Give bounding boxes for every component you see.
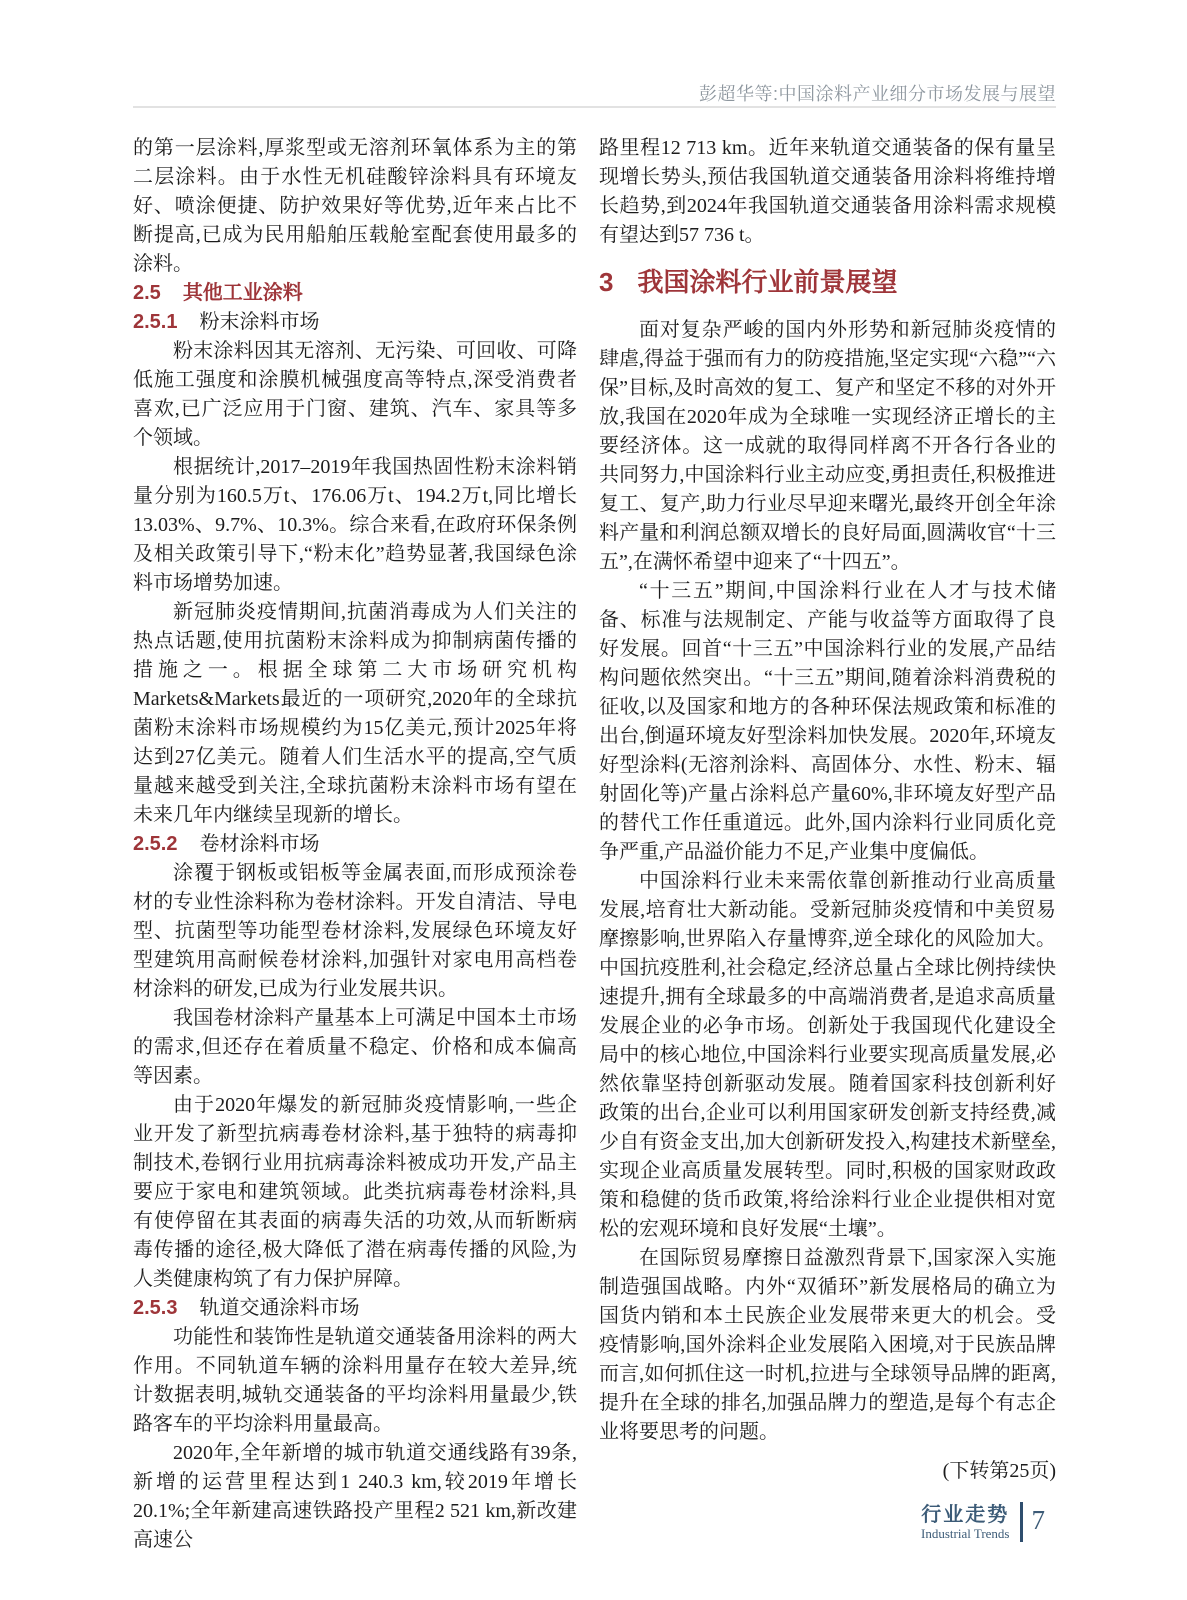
- subsection-title: 轨道交通涂料市场: [199, 1297, 360, 1319]
- subsection-title: 卷材涂料市场: [199, 833, 320, 855]
- subsection-title: 粉末涂料市场: [199, 311, 320, 333]
- header-divider: [133, 106, 1056, 108]
- paragraph-continuation: 的第一层涂料,厚浆型或无溶剂环氧体系为主的第二层涂料。由于水性无机硅酸锌涂料具有环境友好、喷涂便捷、防护效果好等优势,近年来占比不断提高,已成为民用船舶压载舱室配套使用最多的涂料。: [133, 137, 577, 275]
- subsection-heading-2-5-3: [133, 1294, 577, 1323]
- subsection-heading-2-5-2: [133, 830, 577, 859]
- paragraph: “十三五”期间,中国涂料行业在人才与技术储备、标准与法规制定、产能与收益等方面取得了良好发展。回首“十三五”中国涂料行业的发展,产品结构问题依然突出。“十三五”期间,随着涂料消费税的征收,以及国家和地方的各种环保法规政策和标准的出台,倒逼环境友好型涂料加快发展。2020年,环境友好型涂料(无溶剂涂料、高固体分、水性、粉末、辐射固化等)产量占涂料总产量60%,非环境友好型产品的替代工作任重道远。此外,国内涂料行业同质化竞争严重,产品溢价能力不足,产业集中度偏低。: [599, 580, 1056, 863]
- paragraph: 中国涂料行业未来需依靠创新推动行业高质量发展,培育壮大新动能。受新冠肺炎疫情和中美贸易摩擦影响,世界陷入存量博弈,逆全球化的风险加大。中国抗疫胜利,社会稳定,经济总量占全球比例持续快速提升,拥有全球最多的中高端消费者,是追求高质量发展企业的必争市场。创新处于我国现代化建设全局中的核心地位,中国涂料行业要实现高质量发展,必然依靠坚持创新驱动发展。随着国家科技创新利好政策的出台,企业可以利用国家研发创新支持经费,减少自有资金支出,加大创新研发投入,构建技术新壁垒,实现企业高质量发展转型。同时,积极的国家财政政策和稳健的货币政策,将给涂料行业企业提供相对宽松的宏观环境和良好发展“土壤”。: [599, 870, 1056, 1240]
- footer-section-en: Industrial Trends: [921, 1525, 1010, 1541]
- footer-section-cn: 行业走势: [921, 1503, 1010, 1526]
- footer-section-label: [921, 1504, 1009, 1541]
- subsection-number: 2.5.3: [133, 1297, 178, 1319]
- subsection-number: 2.5.2: [133, 833, 178, 855]
- section-number: 3: [599, 267, 614, 297]
- page-footer: [921, 1502, 1045, 1542]
- section-title: 我国涂料行业前景展望: [637, 267, 898, 297]
- left-column: [133, 134, 577, 1555]
- footer-divider: [1020, 1502, 1023, 1542]
- paragraph: 粉末涂料因其无溶剂、无污染、可回收、可降低施工强度和涂膜机械强度高等特点,深受消费者喜欢,已广泛应用于门窗、建筑、汽车、家具等多个领域。: [133, 340, 577, 449]
- content-columns: [133, 134, 1056, 1555]
- subsection-heading-2-5-1: [133, 308, 577, 337]
- paragraph: 根据统计,2017–2019年我国热固性粉末涂料销量分别为160.5万t、176.06万t、194.2万t,同比增长13.03%、9.7%、10.3%。综合来看,在政府环保条例及相关政策引导下,“粉末化”趋势显著,我国绿色涂料市场增势加速。: [133, 456, 577, 594]
- paragraph: 由于2020年爆发的新冠肺炎疫情影响,一些企业开发了新型抗病毒卷材涂料,基于独特的病毒抑制技术,卷钢行业用抗病毒涂料被成功开发,产品主要应于家电和建筑领域。此类抗病毒卷材涂料,具有使停留在其表面的病毒失活的功效,从而斩断病毒传播的途径,极大降低了潜在病毒传播的风险,为人类健康构筑了有力保护屏障。: [133, 1094, 577, 1290]
- right-column: [599, 134, 1056, 1555]
- section-heading-3: [599, 265, 1056, 299]
- section-number: 2.5: [133, 282, 161, 304]
- section-heading-2-5: [133, 279, 577, 308]
- paragraph: 我国卷材涂料产量基本上可满足中国本土市场的需求,但还存在着质量不稳定、价格和成本偏高等因素。: [133, 1007, 577, 1087]
- paragraph: 功能性和装饰性是轨道交通装备用涂料的两大作用。不同轨道车辆的涂料用量存在较大差异,统计数据表明,城轨交通装备的平均涂料用量最少,铁路客车的平均涂料用量最高。: [133, 1326, 577, 1435]
- paragraph: 涂覆于钢板或铝板等金属表面,而形成预涂卷材的专业性涂料称为卷材涂料。开发自清洁、导电型、抗菌型等功能型卷材涂料,发展绿色环境友好型建筑用高耐候卷材涂料,加强针对家电用高档卷材涂料的研发,已成为行业发展共识。: [133, 862, 577, 1000]
- paragraph: 2020年,全年新增的城市轨道交通线路有39条,新增的运营里程达到1 240.3 km,较2019年增长20.1%;全年新建高速铁路投产里程2 521 km,新改建高速公: [133, 1442, 577, 1551]
- continuation-note: (下转第25页): [942, 1460, 1056, 1482]
- subsection-number: 2.5.1: [133, 311, 178, 333]
- paragraph: 面对复杂严峻的国内外形势和新冠肺炎疫情的肆虐,得益于强而有力的防疫措施,坚定实现“六稳”“六保”目标,及时高效的复工、复产和坚定不移的对外开放,我国在2020年成为全球唯一实现经济正增长的主要经济体。这一成就的取得同样离不开各行各业的共同努力,中国涂料行业主动应变,勇担责任,积极推进复工、复产,助力行业尽早迎来曙光,最终开创全年涂料产量和利润总额双增长的良好局面,圆满收官“十三五”,在满怀希望中迎来了“十四五”。: [599, 319, 1056, 573]
- paragraph: 在国际贸易摩擦日益激烈背景下,国家深入实施制造强国战略。内外“双循环”新发展格局的确立为国货内销和本土民族企业发展带来更大的机会。受疫情影响,国外涂料企业发展陷入困境,对于民族品牌而言,如何抓住这一时机,拉进与全球领导品牌的距离,提升在全球的排名,加强品牌力的塑造,是每个有志企业将要思考的问题。: [599, 1247, 1056, 1443]
- paragraph-continuation: 路里程12 713 km。近年来轨道交通装备的保有量呈现增长势头,预估我国轨道交通装备用涂料将维持增长趋势,到2024年我国轨道交通装备用涂料需求规模有望达到57 736 t。: [599, 137, 1056, 246]
- section-title: 其他工业涂料: [182, 282, 303, 304]
- running-head: 彭超华等:中国涂料产业细分市场发展与展望: [699, 84, 1056, 104]
- paragraph: 新冠肺炎疫情期间,抗菌消毒成为人们关注的热点话题,使用抗菌粉末涂料成为抑制病菌传播的措施之一。根据全球第二大市场研究机构Markets&Markets最近的一项研究,2020年的全球抗菌粉末涂料市场规模约为15亿美元,预计2025年将达到27亿美元。随着人们生活水平的提高,空气质量越来越受到关注,全球抗菌粉末涂料市场有望在未来几年内继续呈现新的增长。: [133, 601, 577, 826]
- page-number: 7: [1031, 1504, 1045, 1535]
